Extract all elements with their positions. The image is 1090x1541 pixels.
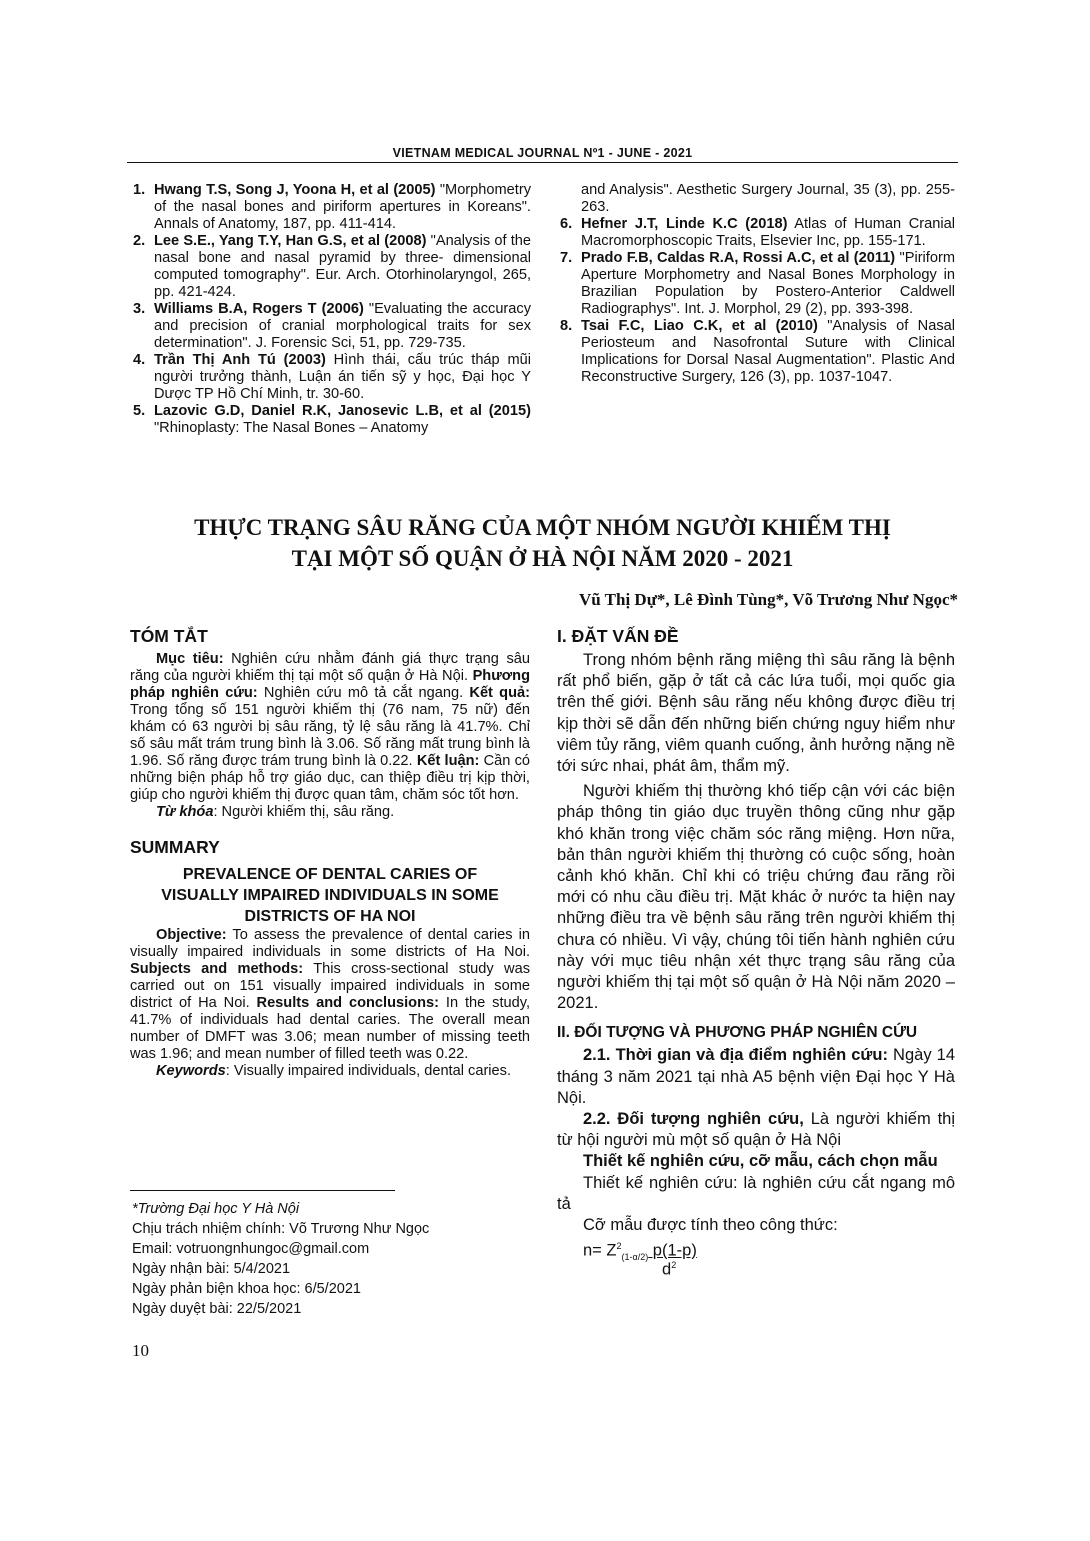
reference-6: 6. Hefner J.T, Linde K.C (2018) Atlas of Human Cranial Macromorphoscopic Traits, Elsevier Inc, pp. 155-171. <box>560 216 956 249</box>
methods-text <box>557 1045 955 1278</box>
sample-size-formula: $n= Z^2_{(1-\alpha/2)}$ p(1-p) $d^2$ <box>557 1236 955 1278</box>
summary-heading: SUMMARY <box>130 837 220 857</box>
abstract-vi <box>130 651 530 821</box>
references-right <box>557 182 955 386</box>
methods-heading: II. ĐỐI TƯỢNG VÀ PHƯƠNG PHÁP NGHIÊN CỨU <box>557 1024 918 1042</box>
journal-header: VIETNAM MEDICAL JOURNAL Nº1 - JUNE - 2021 <box>392 146 693 160</box>
header-rule <box>127 162 958 163</box>
summary-en-body: Objective: To assess the prevalence of dental caries in visually impaired individuals in some districts of Ha Noi. Subjects and methods: This cross-sectional study was carried out on 151 visually impaired individuals in some district of Ha Noi. Results and conclusions: In the study, 41.7% of individuals had dental caries. The overall mean number of DMFT was 3.06; mean number of missing teeth was 1.96; and mean number of filled teeth was 0.22. <box>130 927 530 1062</box>
reference-3: 3. Williams B.A, Rogers T (2006) "Evaluating the accuracy and precision of cranial morphological traits for sex determination". J. Forensic Sci, 51, pp. 729-735. <box>133 301 532 351</box>
intro-heading: I. ĐẶT VẤN ĐỀ <box>557 626 679 646</box>
title-line-2: TẠI MỘT SỐ QUẬN Ở HÀ NỘI NĂM 2020 - 2021 <box>291 546 794 571</box>
reference-5-continued: and Analysis". Aesthetic Surgery Journal, 35 (3), pp. 255-263. <box>581 182 955 215</box>
summary-en-keywords: Keywords: Visually impaired individuals, dental caries. <box>156 1063 512 1079</box>
reference-2: 2. Lee S.E., Yang T.Y, Han G.S, et al (2008) "Analysis of the nasal bone and nasal pyramid by three- dimensional computed tomography". Eur. Arch. Otorhinolaryngol, 265, pp. 421-424. <box>133 233 531 300</box>
summary-title: PREVALENCE OF DENTAL CARIES OF VISUALLY IMPAIRED INDIVIDUALS IN SOME DISTRICTS OF HA NOI <box>161 866 499 925</box>
abstract-column <box>130 626 530 1080</box>
footnote-reviewed: Ngày phản biện khoa học: 6/5/2021 <box>132 1281 361 1297</box>
reference-7: 7. Prado F.B, Caldas R.A, Rossi A.C, et al (2011) "Piriform Aperture Morphometry and Nasal Bones Morphology in Brazilian Population by Postero-Anterior Caldwell Radiographys". Int. J. Morphol, 29 (2), pp. 393-398. <box>560 250 955 317</box>
design-heading: Thiết kế nghiên cứu, cỡ mẫu, cách chọn mẫu <box>583 1152 938 1171</box>
page-number: 10 <box>132 1341 149 1360</box>
formula-denominator: $d^2$ <box>662 1260 677 1279</box>
article-authors: Vũ Thị Dự*, Lê Đình Tùng*, Võ Trương Như Ngọc* <box>578 590 958 609</box>
footnote-accepted: Ngày duyệt bài: 22/5/2021 <box>132 1301 302 1317</box>
abstract-vi-keywords: Từ khóa: Người khiếm thị, sâu răng. <box>156 804 395 820</box>
title-line-1: THỰC TRẠNG SÂU RĂNG CỦA MỘT NHÓM NGƯỜI KHIẾM THỊ <box>194 515 891 540</box>
footnote-affiliation: *Trường Đại học Y Hà Nội <box>132 1201 300 1217</box>
abstract-heading: TÓM TẮT <box>130 626 208 646</box>
methods-2-1: 2.1. Thời gian và địa điểm nghiên cứu: Ngày 14 tháng 3 năm 2021 tại nhà A5 bệnh viện Đại học Y Hà Nội. <box>557 1046 956 1107</box>
design-text: Thiết kế nghiên cứu: là nghiên cứu cắt ngang mô tả <box>557 1173 955 1213</box>
reference-5: 5. Lazovic G.D, Daniel R.K, Janosevic L.B, et al (2015) "Rhinoplasty: The Nasal Bones – Anatomy <box>133 403 531 436</box>
intro-text <box>557 650 955 1014</box>
footnote-rule <box>130 1190 395 1191</box>
abstract-vi-body: Mục tiêu: Nghiên cứu nhằm đánh giá thực trạng sâu răng của người khiếm thị tại một số quận ở Hà Nội. Phương pháp nghiên cứu: Nghiên cứu mô tả cắt ngang. Kết quả: Trong tổng số 151 người khiếm thị (76 nam, 75 nữ) đến khám có 63 người bị sâu răng, tỷ lệ sâu răng là 41.7%. Chỉ số sâu mất trám trung bình là 3.06. Số răng mất trung bình là 1.96. Số răng được trám trung bình là 0.22. Kết luận: Cần có những biện pháp hỗ trợ giáo dục, can thiệp điều trị kịp thời, giúp cho người khiếm thị được quan tâm, chăm sóc tốt hơn. <box>130 651 531 803</box>
article-title <box>127 512 958 574</box>
footnote <box>132 1199 429 1319</box>
summary-en <box>130 927 530 1080</box>
reference-8: 8. Tsai F.C, Liao C.K, et al (2010) "Analysis of Nasal Periosteum and Nasofrontal Suture with Clinical Implications for Dorsal Nasal Augmentation". Plastic And Reconstructive Surgery, 126 (3), pp. 1037-1047. <box>560 318 955 385</box>
reference-4: 4. Trần Thị Anh Tú (2003) Hình thái, cấu trúc tháp mũi người trưởng thành, Luận án tiến sỹ y học, Đại học Y Dược TP Hồ Chí Minh, tr. 30-60. <box>133 352 532 402</box>
intro-paragraph-2: Người khiếm thị thường khó tiếp cận với các biện pháp thông tin giáo dục truyền thông cũng như gặp khó khăn trong việc chăm sóc răng miệng. Hơn nữa, bản thân người khiếm thị thường có cuộc sống, hoàn cảnh khó khăn. Chỉ khi có triệu chứng đau răng rồi mới có nhu cầu điều trị. Mặt khác ở nước ta hiện nay những điều tra về bệnh sâu răng trên người khiếm thị chưa có nhiều. Vì vậy, chúng tôi tiến hành nghiên cứu này với mục tiêu nhận xét thực trạng sâu răng của người khiếm thị tại một số quận ở Hà Nội năm 2020 – 2021. <box>557 782 955 1013</box>
methods-2-2: 2.2. Đối tượng nghiên cứu, Là người khiếm thị từ hội người mù một số quận ở Hà Nội <box>557 1110 955 1150</box>
footnote-responsible: Chịu trách nhiệm chính: Võ Trương Như Ngọc <box>132 1221 430 1237</box>
intro-paragraph-1: Trong nhóm bệnh răng miệng thì sâu răng là bệnh rất phổ biến, gặp ở tất cả các lứa tuổi, mọi quốc gia trên thế giới. Bệnh sâu răng nếu không được điều trị kịp thời sẽ dẫn đến những biến chứng nguy hiểm như viêm tủy răng, viêm quanh cuống, ảnh hưởng nặng nề tới sức nhai, phát âm, thẩm mỹ. <box>557 651 955 776</box>
body-column <box>557 626 955 1278</box>
footnote-email: Email: votruongnhungoc@gmail.com <box>132 1241 370 1257</box>
reference-1: 1. Hwang T.S, Song J, Yoona H, et al (2005) "Morphometry of the nasal bones and piriform apertures in Koreans". Annals of Anatomy, 187, pp. 411-414. <box>133 182 532 232</box>
sample-size-text: Cỡ mẫu được tính theo công thức: <box>583 1216 838 1235</box>
references-left <box>130 182 531 437</box>
footnote-received: Ngày nhận bài: 5/4/2021 <box>132 1261 291 1277</box>
